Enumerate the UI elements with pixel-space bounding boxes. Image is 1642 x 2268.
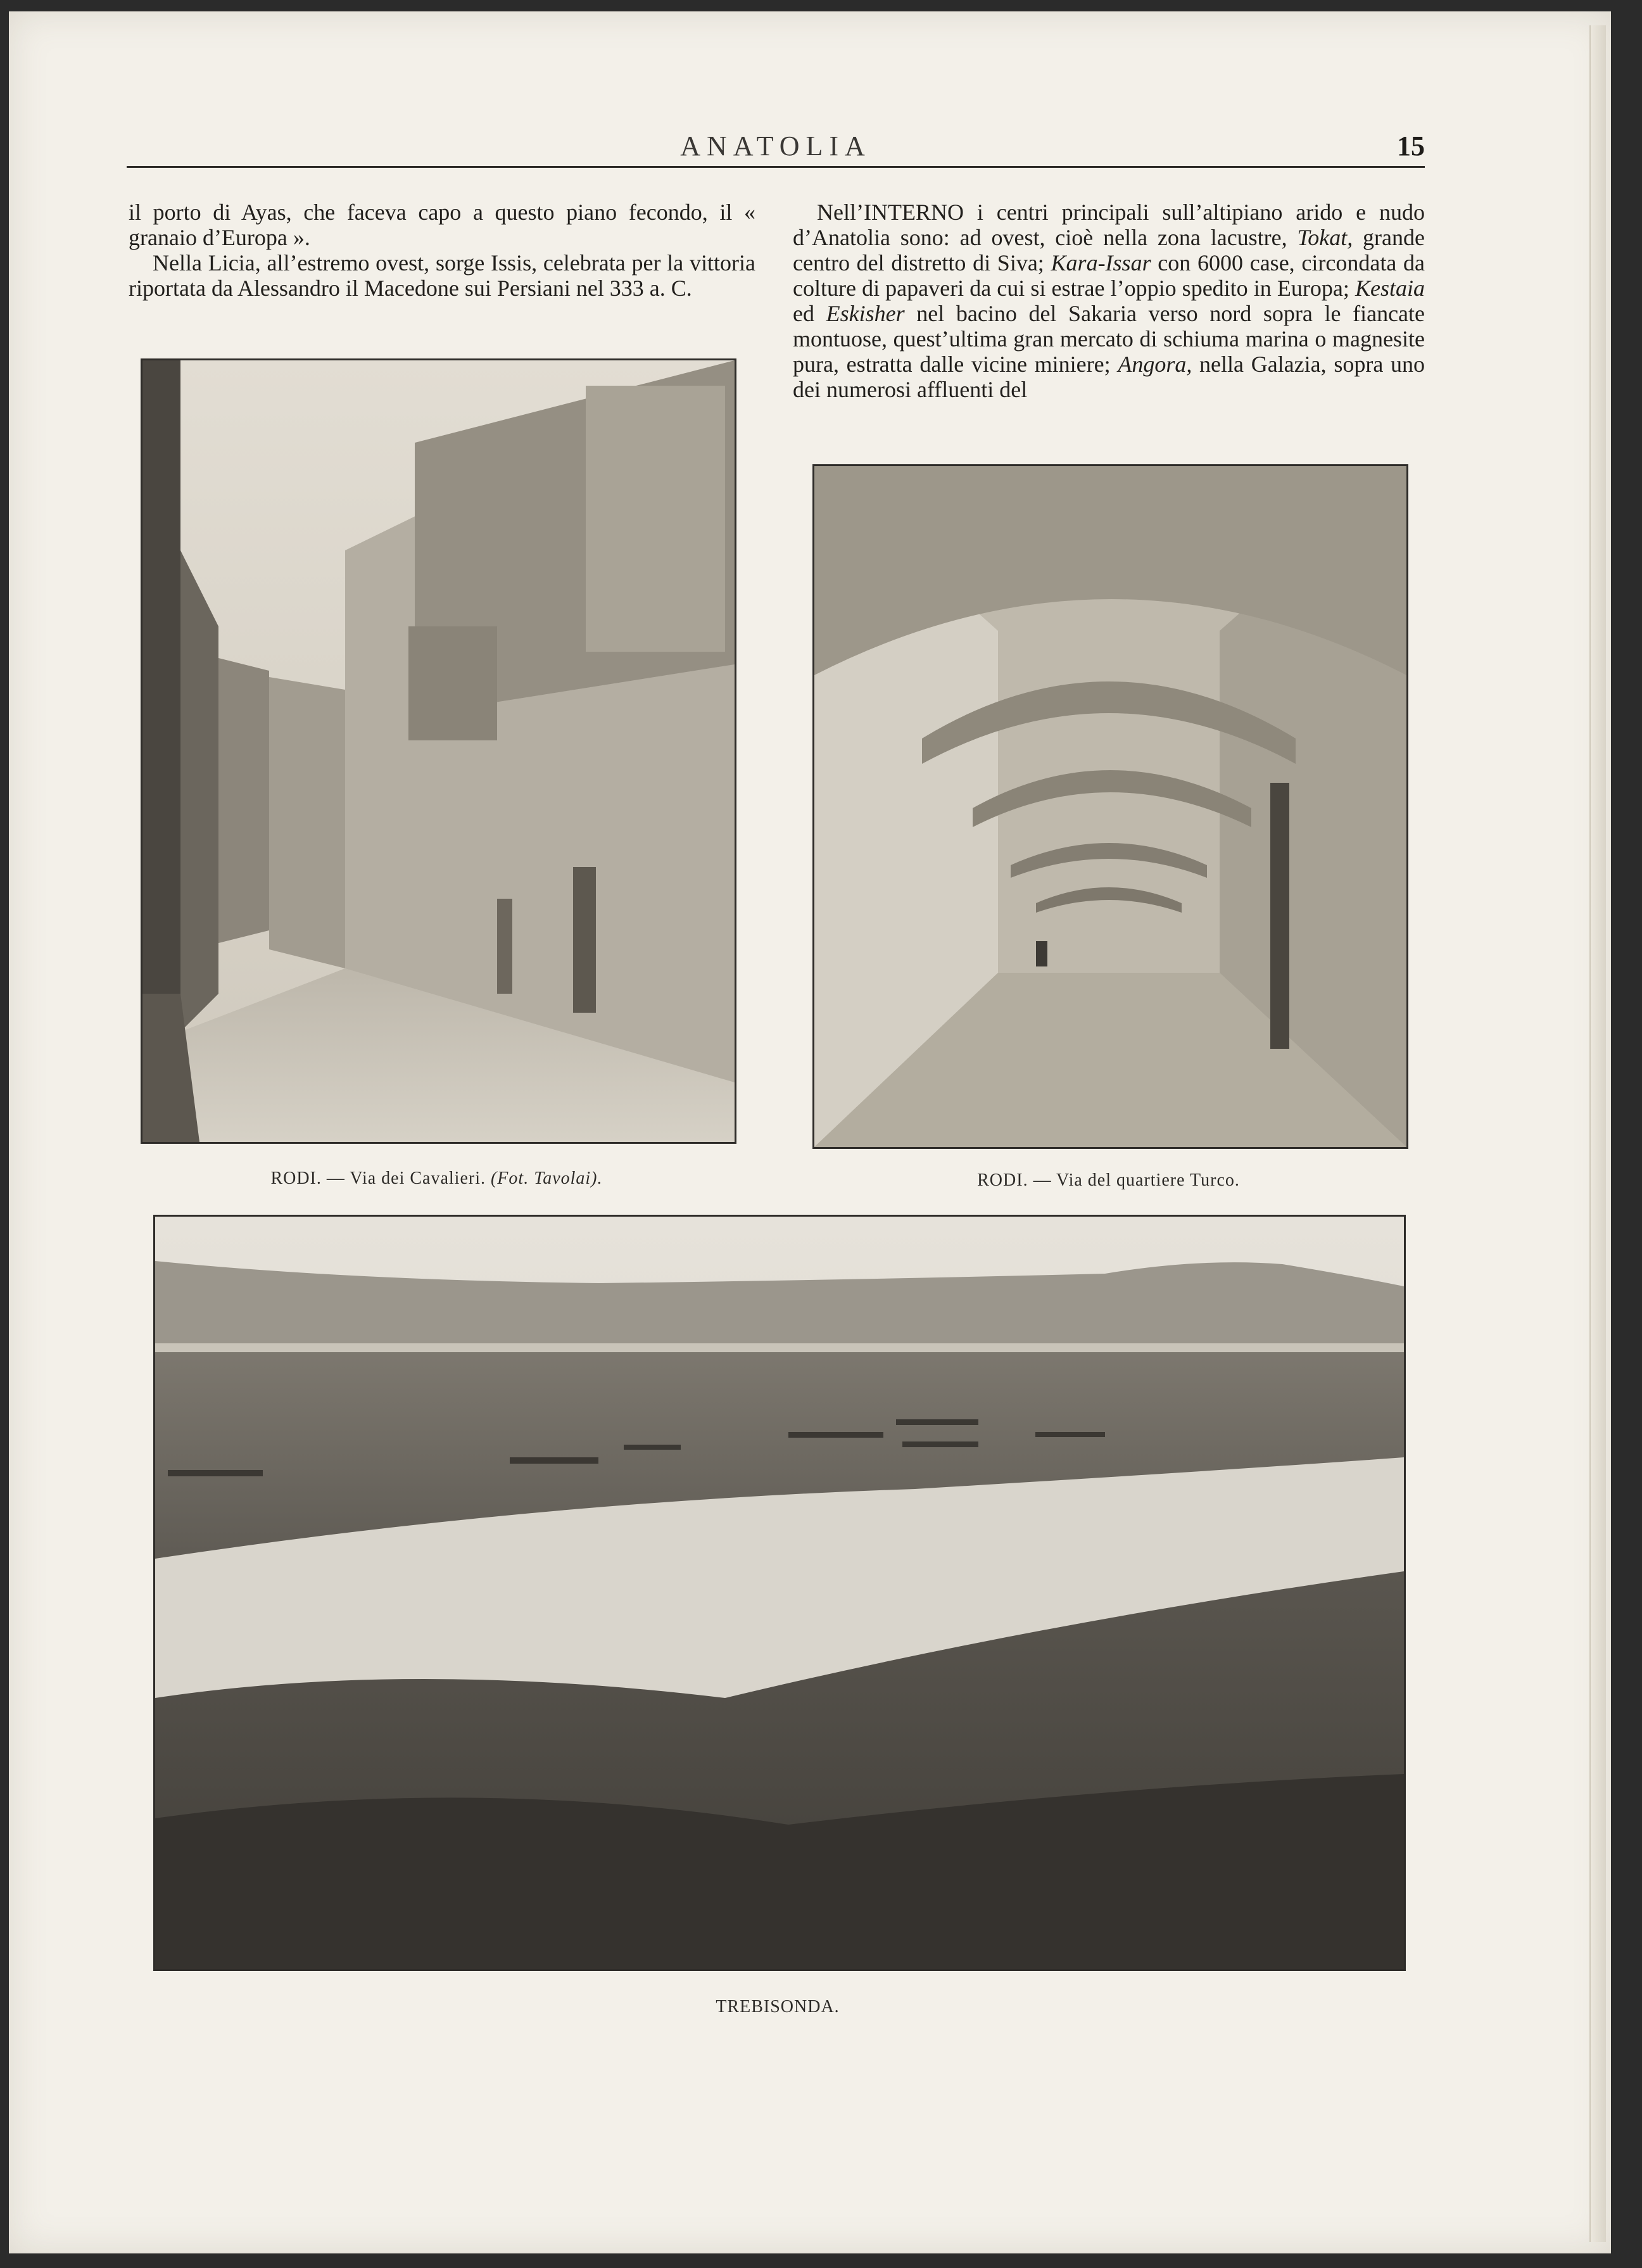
- left-paragraph-2: Nella Licia, all’estremo ovest, sorge Issis, celebrata per la vittoria riportata da Alessandro il Macedone sui Persiani nel 333 a. C.: [129, 250, 755, 301]
- left-column-text: [129, 200, 755, 301]
- street-photo-1: [142, 360, 735, 1142]
- header-rule: [127, 166, 1425, 168]
- photo-trebisonda: [153, 1215, 1406, 1971]
- right-paragraph-1: Nell’INTERNO i centri principali sull’altipiano arido e nudo d’Anatolia sono: ad ovest, cioè nella zona lacustre, Tokat, grande centro del distretto di Siva; Kara-Issar con 6000 case, circondata da colture di papaveri da cui si estrae l’oppio spedito in Europa; Kestaia ed Eskisher nel bacino del Sakaria verso nord sopra le fiancate montuose, quest’ultima gran mercato di schiuma marina o magnesite pura, estratta dalle vicine miniere; Angora, nella Galazia, sopra uno dei numerosi affluenti del: [793, 200, 1425, 402]
- page-number: 15: [1397, 130, 1425, 162]
- place-eskisher: Eskisher: [826, 301, 905, 326]
- caption-photo-3: TREBISONDA.: [716, 1997, 840, 2017]
- place-tokat: Tokat,: [1297, 225, 1353, 250]
- place-angora: Angora,: [1118, 352, 1192, 377]
- place-kestaia: Kestaia: [1355, 276, 1425, 301]
- left-paragraph-1: il porto di Ayas, che faceva capo a questo piano fecondo, il « granaio d’Europa ».: [129, 200, 755, 250]
- caption-photo-1: RODI. — Via dei Cavalieri. (Fot. Tavolai).: [270, 1169, 603, 1188]
- caption-photo-2: RODI. — Via del quartiere Turco.: [977, 1170, 1240, 1190]
- place-kara-issar: Kara-Issar: [1051, 250, 1151, 276]
- photo-quartiere-turco: [812, 464, 1408, 1149]
- photo-via-dei-cavalieri: [141, 358, 736, 1144]
- page-edge: [1589, 25, 1606, 2242]
- right-column-text: [793, 200, 1425, 402]
- photo-credit: (Fot. Tavolai).: [490, 1169, 603, 1188]
- street-photo-2: [814, 466, 1406, 1147]
- panorama-photo: [155, 1217, 1404, 1969]
- running-header-title: ANATOLIA: [680, 130, 871, 162]
